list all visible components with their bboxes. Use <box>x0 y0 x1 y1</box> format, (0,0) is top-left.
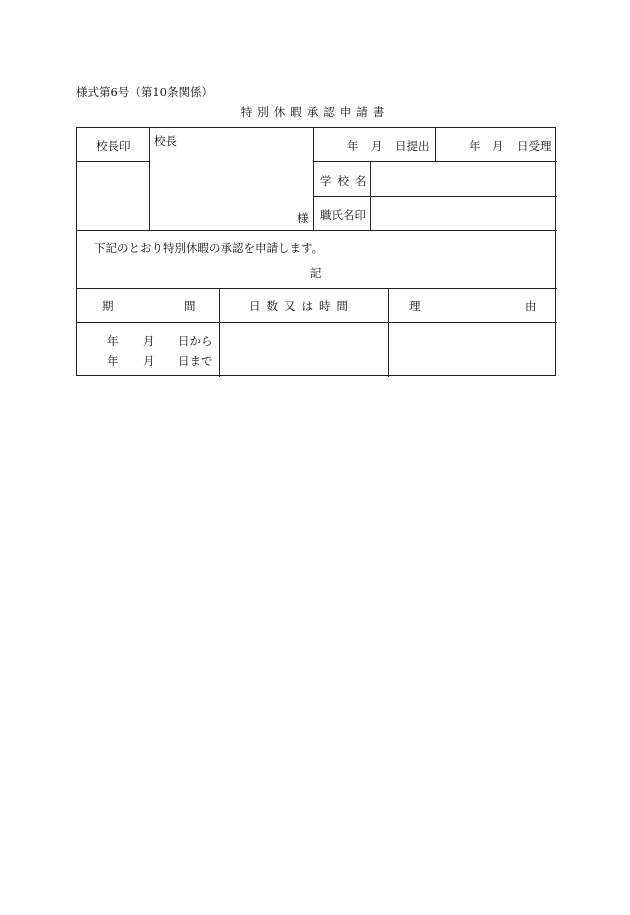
row-divider-2 <box>313 196 557 197</box>
col-divider-addressee <box>313 128 314 230</box>
period-from-year: 年 <box>107 334 119 348</box>
received-year-label: 年 <box>469 139 481 153</box>
row-divider-5 <box>77 322 557 323</box>
ki-label: 記 <box>310 266 322 280</box>
col-divider-seal <box>149 128 150 230</box>
row-divider-4 <box>77 288 557 289</box>
period-header-1: 期 <box>102 299 114 313</box>
col-divider-period <box>219 288 220 377</box>
submitted-year-label: 年 <box>347 139 359 153</box>
col-divider-days <box>388 288 389 377</box>
received-day-label: 日受理 <box>517 139 552 153</box>
row-divider-3 <box>77 230 557 231</box>
reason-header-1: 理 <box>409 299 421 313</box>
school-name-label: 学校名 <box>320 174 373 188</box>
form-number-label: 様式第6号（第10条関係） <box>76 85 213 99</box>
submitted-day-label: 日提出 <box>395 139 430 153</box>
days-or-hours-header: 日数又は時間 <box>249 299 354 313</box>
period-from-day: 日から <box>178 334 213 348</box>
col-divider-labels <box>370 161 371 230</box>
period-header-2: 間 <box>184 299 196 313</box>
period-to-year: 年 <box>107 354 119 368</box>
days-or-hours-value[interactable] <box>225 328 381 368</box>
reason-header-2: 由 <box>525 299 537 313</box>
received-month-label: 月 <box>492 139 504 153</box>
school-name-value[interactable] <box>377 173 547 189</box>
addressee-label: 校長 <box>154 134 177 148</box>
principal-seal-label: 校長印 <box>96 139 131 153</box>
row-divider-1b <box>313 161 557 162</box>
period-from-month: 月 <box>143 334 155 348</box>
honorific-label: 様 <box>297 211 309 225</box>
position-name-seal-label: 職氏名印 <box>320 208 366 222</box>
reason-value[interactable] <box>395 328 550 368</box>
request-statement: 下記のとおり特別休暇の承認を申請します。 <box>94 241 324 255</box>
period-to-day: 日まで <box>178 354 213 368</box>
submitted-month-label: 月 <box>371 139 383 153</box>
application-form-table <box>76 127 556 376</box>
row-divider-1 <box>77 161 149 162</box>
col-divider-dates <box>435 128 436 161</box>
position-name-seal-value[interactable] <box>377 207 547 223</box>
period-to-month: 月 <box>143 354 155 368</box>
document-title: 特別休暇承認申請書 <box>240 105 390 119</box>
